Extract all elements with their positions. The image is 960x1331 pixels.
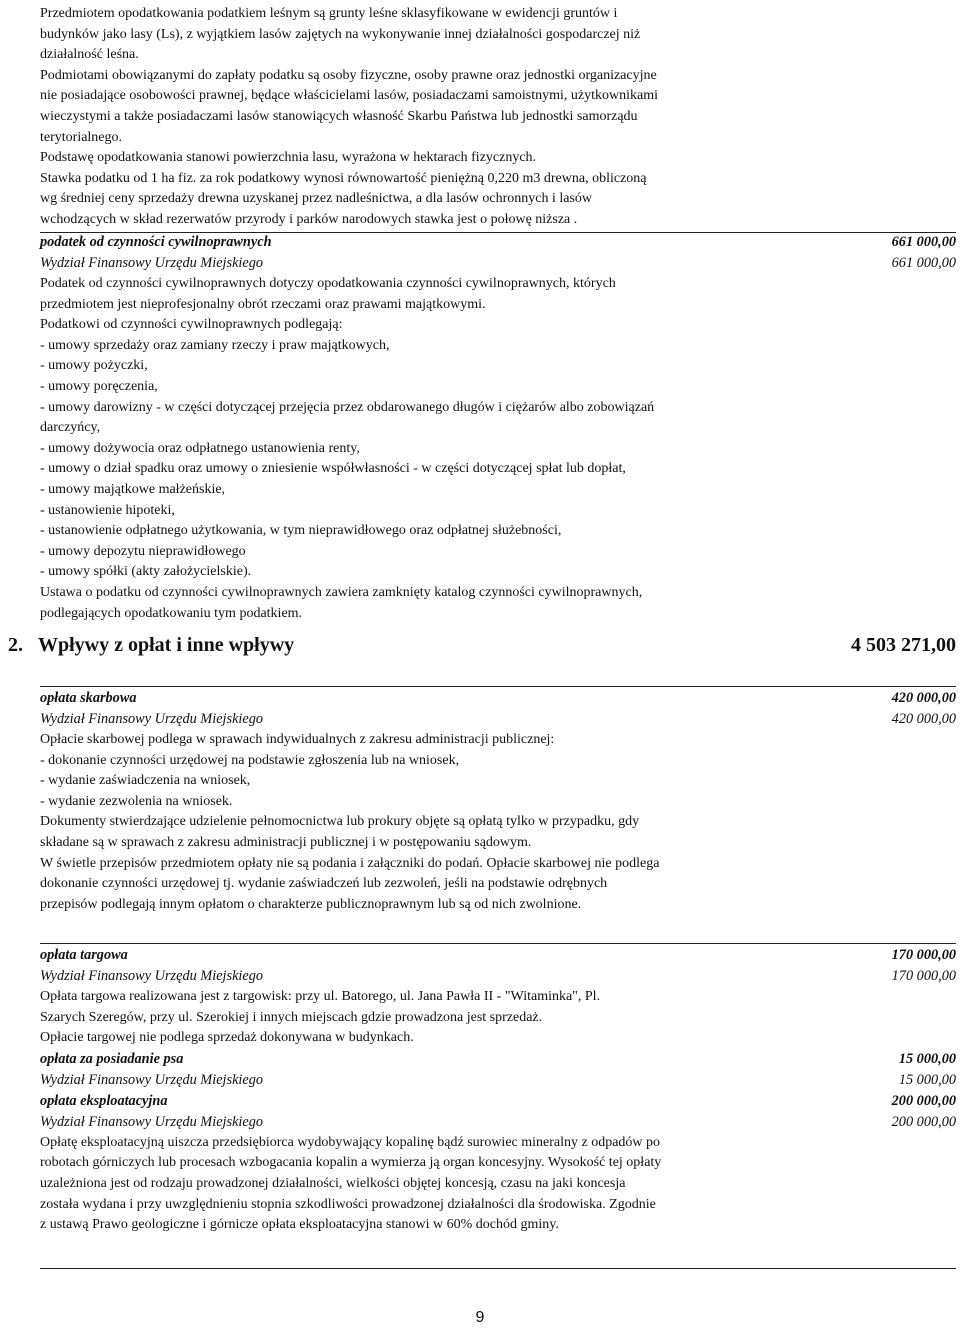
text-line: składane są w sprawach z zakresu administracji publicznej i w postępowaniu sądowym.: [40, 834, 532, 850]
list-item: darczyńcy,: [40, 420, 101, 436]
targowa-amount: 170 000,00: [891, 947, 956, 963]
section-heading-left: [8, 630, 294, 660]
text-line: przepisów podlegają innym opłatom o charakterze publicznoprawnym lub są od nich zwolnione.: [40, 896, 582, 912]
skarbowa-unit-row: [40, 709, 956, 730]
section-amount: 4 503 271,00: [851, 634, 956, 656]
list-item: - umowy o dział spadku oraz umowy o zniesienie współwłasności - w części dotyczącej spłat lub dopłat,: [40, 461, 626, 477]
list-item: - umowy dożywocia oraz odpłatnego ustanowienia renty,: [40, 440, 360, 456]
text-line: wg średniej ceny sprzedaży drewna uzyskanej przez nadleśnictwa, a dla lasów ochronnych i lasów: [40, 191, 593, 207]
text-line: Ustawa o podatku od czynności cywilnoprawnych zawiera zamknięty katalog czynności cywilnoprawnych,: [40, 584, 643, 600]
pcc-description: [40, 274, 956, 624]
list-item: - dokonanie czynności urzędowej na podstawie zgłoszenia lub na wniosek,: [40, 752, 460, 768]
targowa-unit: Wydział Finansowy Urzędu Miejskiego: [40, 968, 264, 984]
skarbowa-amount: 420 000,00: [891, 690, 956, 706]
text-line: Opłatę eksploatacyjną uiszcza przedsiębiorca wydobywający kopalinę bądź surowiec mineralny z odpadów po: [40, 1134, 661, 1150]
text-line: Podatek od czynności cywilnoprawnych dotyczy opodatkowania czynności cywilnoprawnych, których: [40, 276, 616, 291]
text-line: nie posiadające osobowości prawnej, będące właścicielami lasów, posiadaczami samoistnymi, użytkownikami: [40, 88, 659, 104]
section-number: 2.: [8, 634, 23, 656]
eksploatacyjna-title: opłata eksploatacyjna: [40, 1092, 168, 1109]
list-item: - umowy darowizny - w części dotyczącej przejęcia przez obdarowanego długów i ciężarów albo zobowiązań: [40, 399, 655, 415]
psa-unit-amount: 15 000,00: [898, 1071, 956, 1088]
divider: [40, 686, 956, 687]
skarbowa-unit-amount: 420 000,00: [891, 711, 956, 727]
targowa-unit-row: [40, 966, 956, 987]
pcc-unit-amount: 661 000,00: [891, 255, 956, 271]
text-line: została wydana i przy uwzględnieniu stopnia szkodliwości prowadzonej działalności dla środowiska. Zgodnie: [40, 1196, 656, 1212]
skarbowa-title-row: [40, 688, 956, 709]
section-heading: [8, 630, 956, 660]
pcc-amount: 661 000,00: [891, 234, 956, 250]
fees-section: [40, 945, 956, 1236]
text-line: Opłata targowa realizowana jest z targowisk: przy ul. Batorego, ul. Jana Pawła II - "Witaminka", Pl.: [40, 989, 601, 1004]
text-line: wieczystymi a także posiadaczami lasów stanowiących własność Skarbu Państwa lub jednostki samorządu: [40, 108, 638, 124]
psa-unit: Wydział Finansowy Urzędu Miejskiego: [40, 1071, 264, 1088]
eksploatacyjna-amount: 200 000,00: [891, 1092, 956, 1109]
list-item: - ustanowienie odpłatnego użytkowania, w tym nieprawidłowego oraz odpłatnej służebności,: [40, 523, 562, 539]
text-line: Przedmiotem opodatkowania podatkiem leśnym są grunty leśne sklasyfikowane w ewidencji gruntów i: [40, 6, 618, 21]
eksploatacyjna-title-row: [40, 1091, 956, 1112]
pcc-title: podatek od czynności cywilnoprawnych: [40, 234, 272, 250]
text-line: budynków jako lasy (Ls), z wyjątkiem lasów zajętych na wykonywanie innej działalności gospodarczej niż: [40, 26, 641, 42]
pcc-section: [40, 232, 956, 624]
psa-title: opłata za posiadanie psa: [40, 1050, 184, 1067]
text-line: robotach górniczych lub procesach wzbogacania kopalin a wymierza ją organ koncesyjny. Wysokość tej opłaty: [40, 1155, 662, 1171]
text-line: Stawka podatku od 1 ha fiz. za rok podatkowy wynosi równowartość pieniężną 0,220 m3 drewna, obliczoną: [40, 170, 647, 186]
skarbowa-unit: Wydział Finansowy Urzędu Miejskiego: [40, 711, 264, 727]
page-number: 9: [475, 1309, 485, 1326]
text-line: Dokumenty stwierdzające udzielenie pełnomocnictwa lub prokury objęte są opłatą tylko w przypadku, gdy: [40, 814, 640, 830]
eksploatacyjna-unit-row: [40, 1112, 956, 1133]
pcc-title-row: [40, 232, 956, 253]
text-line: terytorialnego.: [40, 129, 123, 145]
text-line: działalność leśna.: [40, 47, 139, 63]
eksploatacyjna-unit-amount: 200 000,00: [891, 1113, 956, 1130]
targowa-title-row: [40, 945, 956, 966]
text-line: wchodzących w skład rezerwatów przyrody i parków narodowych stawka jest o połowę niższa .: [40, 211, 578, 227]
list-item: - umowy sprzedaży oraz zamiany rzeczy i praw majątkowych,: [40, 337, 390, 353]
text-line: uzależniona jest od rodzaju prowadzonej działalności, wielkości objętej koncesją, czasu na jaki koncesja: [40, 1175, 626, 1191]
list-item: - umowy spółki (akty założycielskie).: [40, 564, 252, 580]
skarbowa-section: [40, 688, 956, 915]
psa-amount: 15 000,00: [898, 1050, 956, 1067]
text-line: W świetle przepisów przedmiotem opłaty nie są podania i załączniki do podań. Opłacie skarbowej nie podlega: [40, 855, 660, 871]
list-item: - wydanie zaświadczenia na wniosek,: [40, 773, 251, 789]
text-line: z ustawą Prawo geologiczne i górnicze opłata eksploatacyjna stanowi w 60% dochód gminy.: [40, 1217, 559, 1233]
pcc-unit: Wydział Finansowy Urzędu Miejskiego: [40, 255, 264, 271]
divider: [40, 943, 956, 944]
text-line: Podstawę opodatkowania stanowi powierzchnia lasu, wyrażona w hektarach fizycznych.: [40, 150, 537, 166]
list-item: - ustanowienie hipoteki,: [40, 502, 175, 518]
list-item: - wydanie zezwolenia na wniosek.: [40, 793, 233, 809]
text-line: Podmiotami obowiązanymi do zapłaty podatku są osoby fizyczne, osoby prawne oraz jednostki organizacyjne: [40, 67, 657, 83]
section-title: Wpływy z opłat i inne wpływy: [38, 634, 295, 656]
psa-title-row: [40, 1049, 956, 1070]
list-item: - umowy majątkowe małżeńskie,: [40, 481, 226, 497]
text-line: podlegających opodatkowaniu tym podatkiem.: [40, 605, 303, 621]
text-line: Opłacie targowej nie podlega sprzedaż dokonywana w budynkach.: [40, 1030, 414, 1046]
list-item: - umowy poręczenia,: [40, 378, 158, 394]
eksploatacyjna-description: [40, 1133, 956, 1236]
text-line: dokonanie czynności urzędowej tj. wydanie zaświadczeń lub zezwoleń, jeśli na podstawie odrębnych: [40, 876, 608, 892]
eksploatacyjna-unit: Wydział Finansowy Urzędu Miejskiego: [40, 1113, 264, 1130]
pcc-unit-row: [40, 253, 956, 274]
text-line: Szarych Szeregów, przy ul. Szerokiej i innych miejscach gdzie prowadzona jest sprzedaż.: [40, 1009, 543, 1025]
psa-unit-row: [40, 1070, 956, 1091]
text-line: Opłacie skarbowej podlega w sprawach indywidualnych z zakresu administracji publicznej:: [40, 732, 555, 747]
list-item: - umowy pożyczki,: [40, 358, 148, 374]
list-item: - umowy depozytu nieprawidłowego: [40, 543, 246, 559]
targowa-title: opłata targowa: [40, 947, 128, 963]
text-line: przedmiotem jest nieprofesjonalny obrót rzeczami oraz prawami majątkowymi.: [40, 296, 486, 312]
skarbowa-description: [40, 730, 956, 915]
divider: [40, 1268, 956, 1269]
intro-text: [40, 4, 940, 231]
text-line: Podatkowi od czynności cywilnoprawnych podlegają:: [40, 317, 343, 333]
skarbowa-title: opłata skarbowa: [40, 690, 137, 706]
targowa-description: [40, 987, 956, 1049]
targowa-unit-amount: 170 000,00: [891, 968, 956, 984]
